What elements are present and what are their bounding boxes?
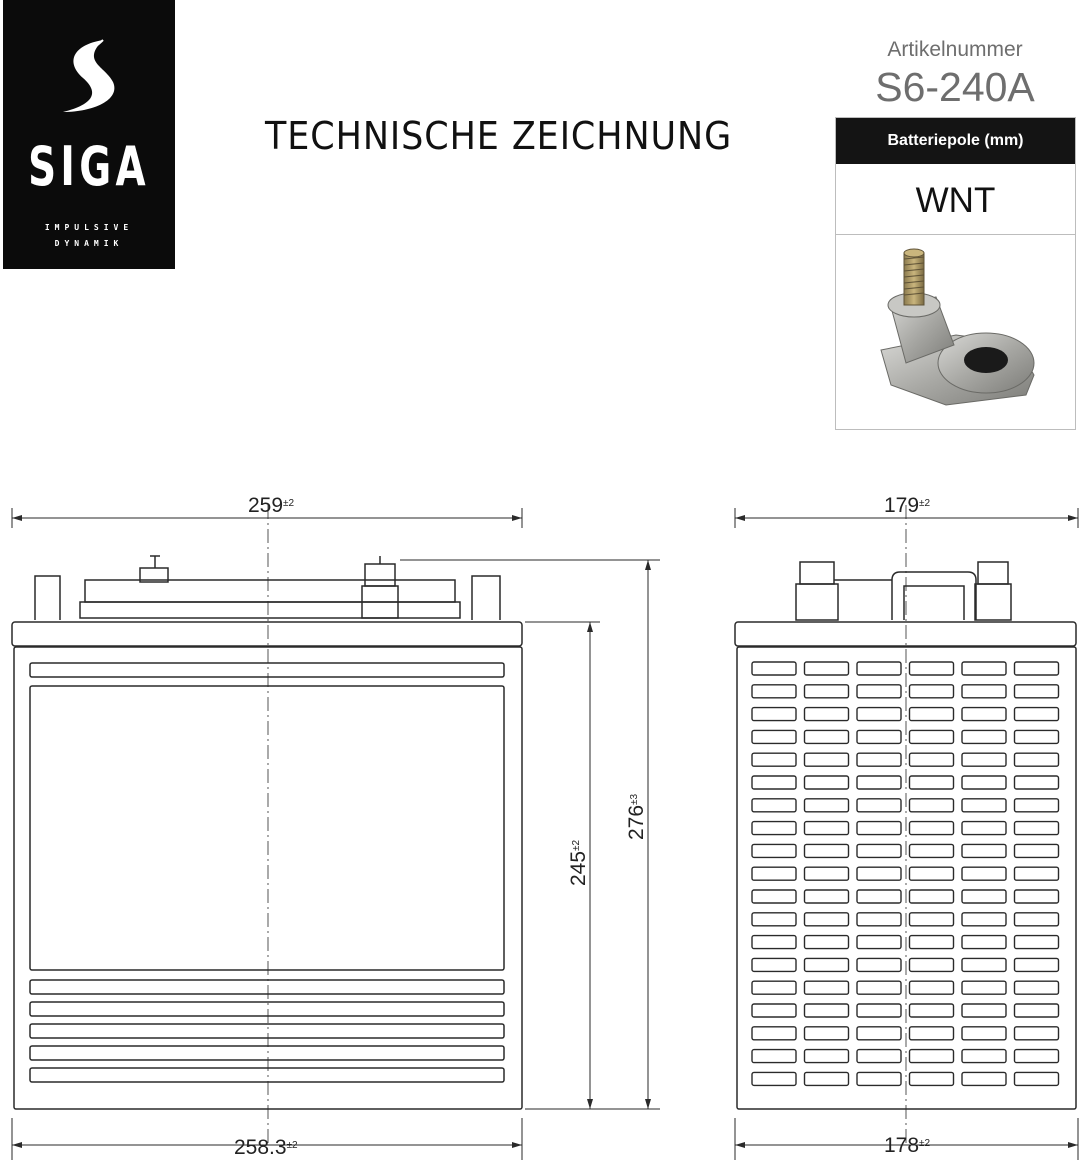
vent-slot [805,936,849,949]
dim-height-total: $276^{\pm 3}$ [625,793,648,840]
vent-slot [962,1050,1006,1063]
pole-header: Batteriepole (mm) [836,118,1075,164]
vent-slot [1015,822,1059,835]
vent-slot [752,958,796,971]
vent-slot [805,822,849,835]
vent-slot [1015,981,1059,994]
vent-slot [857,822,901,835]
vent-slot [752,981,796,994]
vent-slot [752,685,796,698]
vent-slot [962,730,1006,743]
vent-slot [962,822,1006,835]
vent-slot [1015,890,1059,903]
vent-slot [752,730,796,743]
vent-slot [910,685,954,698]
vent-slot [805,685,849,698]
vent-slot [910,776,954,789]
vent-slot [752,1050,796,1063]
wnt-terminal-icon [836,235,1075,429]
vent-slot [805,958,849,971]
vent-slot [805,753,849,766]
vent-slot [752,936,796,949]
vent-slot [857,890,901,903]
vent-slot [910,981,954,994]
vent-slot [857,981,901,994]
dim-side-bottom: $178^{\pm 2}$ [884,1134,931,1157]
page-title: TECHNISCHE ZEICHNUNG [265,114,733,158]
vent-slot [1015,753,1059,766]
vent-slot [805,662,849,675]
vent-slot [805,776,849,789]
vent-slot [962,1027,1006,1040]
vent-slot [805,981,849,994]
vent-slot [1015,1004,1059,1017]
vent-slot [962,662,1006,675]
vent-slot [962,799,1006,812]
vent-slot [910,958,954,971]
dim-front-bottom: $258.3^{\pm 2}$ [234,1136,298,1159]
vent-slot [857,867,901,880]
vent-slot [857,662,901,675]
vent-slot [857,844,901,857]
siga-logo [3,0,175,269]
vent-slot [910,844,954,857]
vent-slot [962,844,1006,857]
vent-slot [857,776,901,789]
vent-slot [805,844,849,857]
vent-slot [752,776,796,789]
vent-slot [857,685,901,698]
siga-swirl-icon [3,0,175,140]
vent-slot [910,913,954,926]
side-view [735,505,1078,1160]
vent-slot [910,1072,954,1085]
vent-slot [1015,708,1059,721]
vent-slot [962,1004,1006,1017]
vent-slot [805,1027,849,1040]
vent-slot [1015,1072,1059,1085]
vent-slot [1015,844,1059,857]
vent-slot [805,913,849,926]
vent-slot [857,958,901,971]
vent-slot [962,753,1006,766]
vent-slot [962,890,1006,903]
vent-slot [805,867,849,880]
vent-slot [962,776,1006,789]
vent-slot [962,685,1006,698]
vent-slot [805,890,849,903]
dim-height-case: $245^{\pm 2}$ [567,839,590,886]
vent-slot [1015,913,1059,926]
dim-side-top: $179^{\pm 2}$ [884,494,931,517]
vent-slot [857,730,901,743]
vent-slot [910,662,954,675]
dim-front-top: $259^{\pm 2}$ [248,494,295,517]
vent-slot [752,662,796,675]
pole-type: WNT [836,165,1075,235]
vent-slot [910,890,954,903]
vent-slot [910,936,954,949]
vent-slot [857,1027,901,1040]
vent-slot [805,1050,849,1063]
vent-slot [857,913,901,926]
vent-slot [752,753,796,766]
vent-slot [805,799,849,812]
vent-slot [962,708,1006,721]
vent-slot [752,867,796,880]
vent-slot [857,708,901,721]
logo-tagline-1: IMPULSIVE [44,223,134,232]
vent-slot [1015,799,1059,812]
vent-slot [962,958,1006,971]
vent-slot [752,913,796,926]
vent-slot [752,1027,796,1040]
vent-slot [1015,730,1059,743]
vent-slot [910,822,954,835]
vent-slot [910,708,954,721]
vent-slot [910,799,954,812]
vent-slot [1015,867,1059,880]
vent-slot [1015,936,1059,949]
vent-slot [857,936,901,949]
vent-slot [752,708,796,721]
vent-slot [962,936,1006,949]
article-number-label: Artikelnummer [887,38,1023,61]
vent-slot [1015,1050,1059,1063]
vent-slot [962,1072,1006,1085]
side-vent-grille [752,662,1059,1085]
technical-drawing [0,480,1080,1168]
vent-slot [805,708,849,721]
vent-slot [752,799,796,812]
vent-slot [857,753,901,766]
vent-slot [1015,1027,1059,1040]
logo-tagline-2: DYNAMIK [54,239,124,248]
vent-slot [857,1004,901,1017]
vent-slot [1015,685,1059,698]
vent-slot [910,1050,954,1063]
vent-slot [752,1072,796,1085]
vent-slot [910,1004,954,1017]
vent-slot [910,753,954,766]
vent-slot [1015,662,1059,675]
vent-slot [805,730,849,743]
vent-slot [910,730,954,743]
vent-slot [910,867,954,880]
vent-slot [962,913,1006,926]
vent-slot [752,1004,796,1017]
vent-slot [910,1027,954,1040]
vent-slot [857,1072,901,1085]
vent-slot [857,1050,901,1063]
vent-slot [805,1072,849,1085]
vent-slot [962,867,1006,880]
vent-slot [857,799,901,812]
vent-slot [1015,958,1059,971]
vent-slot [752,890,796,903]
vent-slot [1015,776,1059,789]
logo-brand-text: SIGA [28,135,150,198]
vent-slot [962,981,1006,994]
vent-slot [752,822,796,835]
battery-pole-panel [835,117,1076,430]
vent-slot [752,844,796,857]
front-view [12,505,660,1160]
article-number: S6-240A [875,64,1035,110]
vent-slot [805,1004,849,1017]
